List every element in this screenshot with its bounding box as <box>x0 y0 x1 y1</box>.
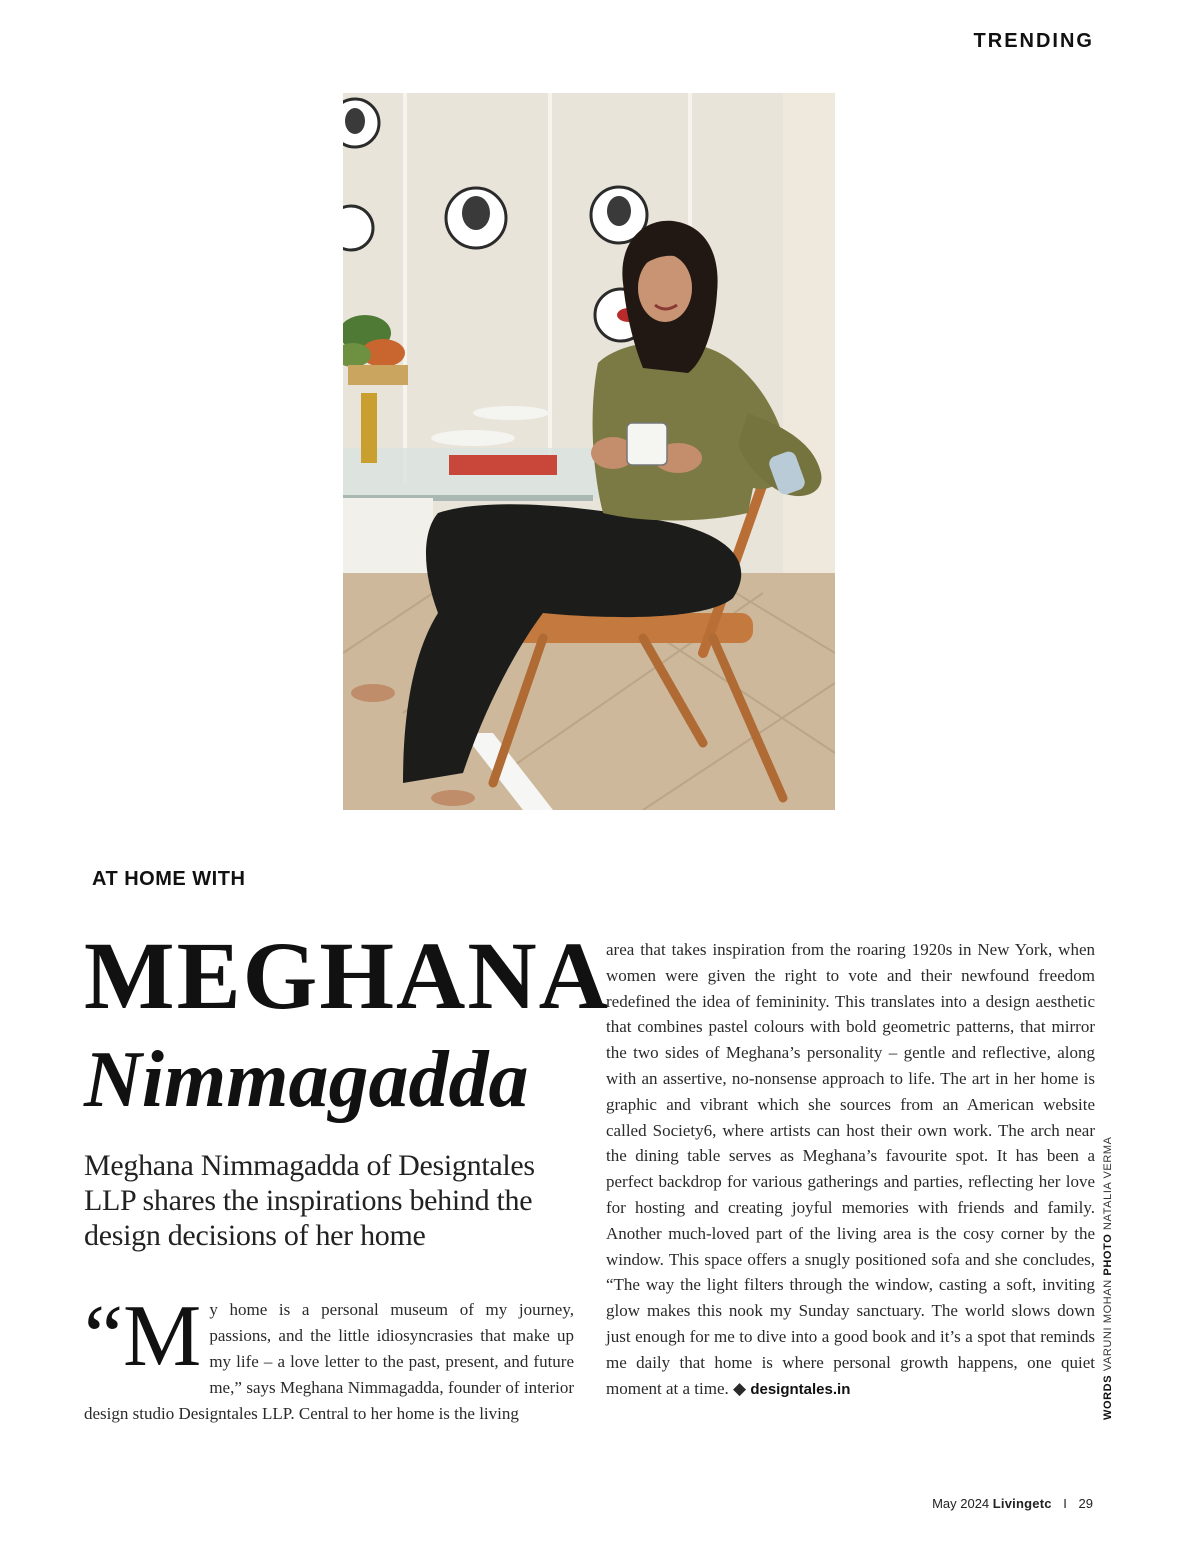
standfirst: Meghana Nimmagadda of Designtales LLP shares the inspirations behind the design decisions of her home <box>84 1149 535 1252</box>
headline-last-name: Nimmagadda <box>84 1036 529 1124</box>
credit-words-name: VARUNI MOHAN <box>1102 1279 1114 1372</box>
credit-photo-label: PHOTO <box>1102 1233 1114 1276</box>
body-column-left <box>84 1288 574 1427</box>
footer-separator: I <box>1063 1496 1067 1511</box>
end-mark-icon: ◆ <box>733 1378 747 1398</box>
page-footer <box>932 1496 1093 1511</box>
drop-cap: “M <box>84 1288 202 1385</box>
body-text-left: y home is a personal museum of my journey, passions, and the little idiosyncrasies that make up my life – a love letter to the past, present, and future me,” says Meghana Nimmagadda, founder of interior design studio Designtales LLP. Central to her home is the living <box>84 1300 574 1423</box>
photo-credits <box>1102 1136 1114 1420</box>
portrait-photo-icon <box>343 93 835 810</box>
body-column-right <box>606 937 1095 1402</box>
page-number: 29 <box>1078 1496 1093 1511</box>
issue-date: May 2024 <box>932 1496 990 1511</box>
article-photo <box>343 93 835 810</box>
kicker-label: AT HOME WITH <box>92 868 246 890</box>
credit-words-label: WORDS <box>1102 1374 1114 1420</box>
magazine-name: Livingetc <box>992 1496 1052 1511</box>
body-text-right: area that takes inspiration from the roaring 1920s in New York, when women were given the right to vote and their newfound freedom redefined the idea of femininity. This translates into a design aesthetic that combines pastel colours with bold geometric patterns, that mirror the two sides of Meghana’s personality – gentle and reflective, along with an assertive, no-nonsense approach to life. The art in her home is graphic and vibrant which she sources from an American website called Society6, where artists can host their own work. The arch near the dining table serves as Meghana’s favourite spot. It has been a perfect backdrop for various gatherings and parties, reflecting her love for hosting and creating joyful memories with friends and family. Another much-loved part of the living area is the cosy corner by the window. This space offers a snugly positioned sofa and she concludes, “The way the light filters through the window, casting a soft, inviting glow makes this nook my Sunday sanctuary. The world slows down just enough for me to dive into a good book and it’s a spot that reminds me daily that home is where personal growth happens, one quiet moment at a time. <box>606 940 1095 1398</box>
website-link[interactable]: designtales.in <box>750 1380 851 1398</box>
headline-first-name: MEGHANA <box>84 922 610 1029</box>
section-label: TRENDING <box>973 30 1094 52</box>
credit-photo-name: NATALIA VERMA <box>1102 1136 1114 1230</box>
